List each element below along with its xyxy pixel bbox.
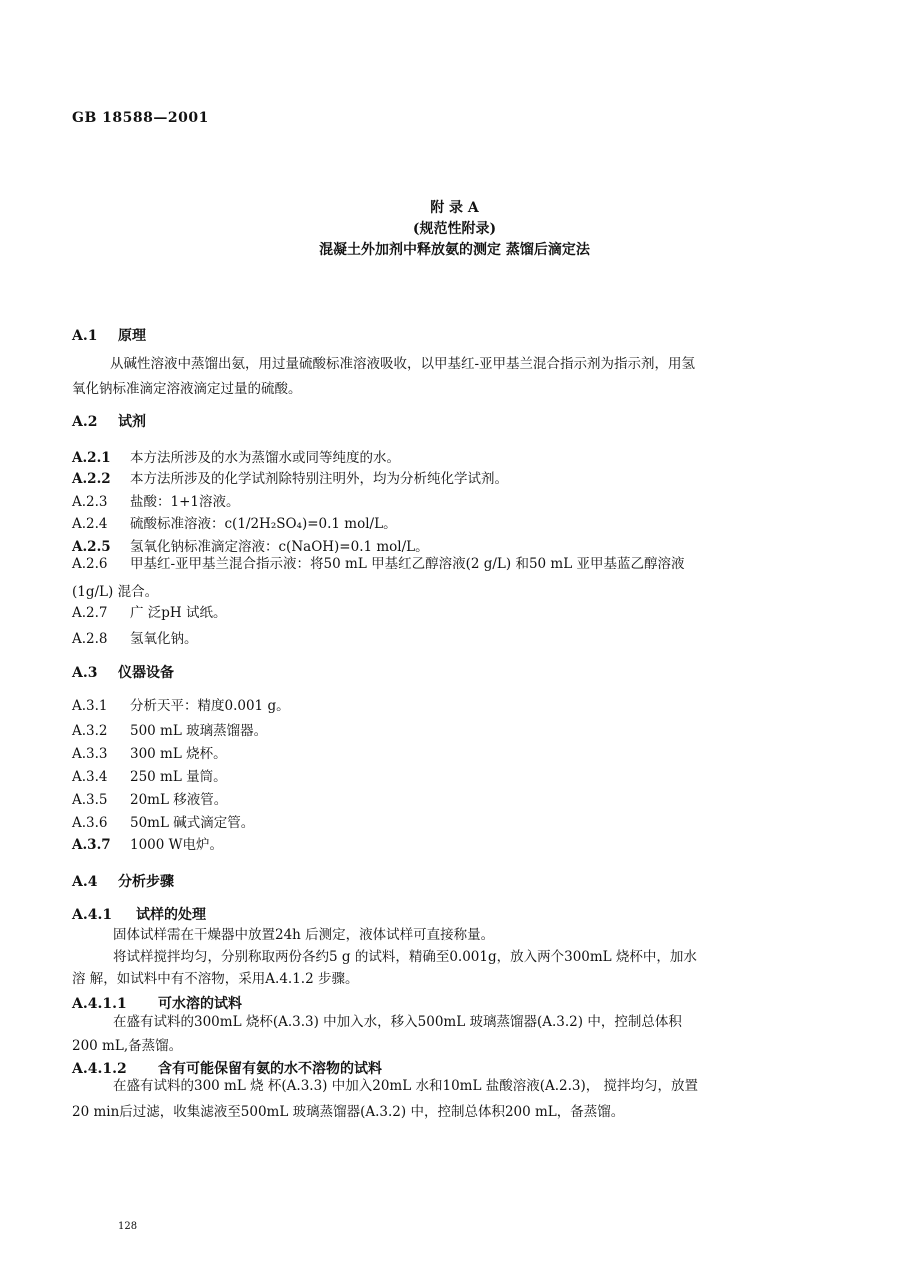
section-a1-para-line: 从碱性溶液中蒸馏出氨，用过量硫酸标准溶液吸收，以甲基红-亚甲基兰混合指示剂为指示剂，用氢	[110, 356, 696, 372]
item-text: 本方法所涉及的化学试剂除特别注明外，均为分析纯化学试剂。	[130, 471, 508, 487]
item-text: 500 mL 玻璃蒸馏器。	[130, 723, 268, 739]
item-number: A.3.3	[72, 746, 108, 762]
section-a3-heading	[72, 662, 174, 682]
section-a4-heading	[72, 871, 174, 891]
list-item	[72, 788, 227, 808]
list-item	[72, 552, 684, 572]
item-number: A.2.2	[72, 471, 111, 487]
appendix-type: (规范性附录)	[412, 221, 497, 237]
item-number: A.2.8	[72, 631, 108, 647]
standard-number: GB 18588—2001	[72, 110, 209, 126]
section-a2-heading	[72, 411, 146, 431]
item-number: A.3.4	[72, 769, 108, 785]
appendix-subject: 混凝土外加剂中释放氨的测定 蒸馏后滴定法	[319, 242, 590, 258]
list-item	[72, 833, 223, 853]
subsection-a411-heading	[72, 993, 242, 1013]
section-a1-para-line: 氧化钠标准滴定溶液滴定过量的硫酸。	[72, 381, 302, 397]
list-item	[72, 694, 290, 714]
subsection-a41-heading	[72, 904, 206, 924]
paragraph-line: 溶 解，如试料中有不溶物，采用A.4.1.2 步骤。	[72, 971, 359, 987]
section-title: 原理	[118, 328, 146, 344]
item-number: A.2.1	[72, 450, 111, 466]
page-number: 128	[118, 1221, 138, 1232]
item-text: 氢氧化钠标准滴定溶液：c(NaOH)=0.1 mol/L。	[130, 539, 429, 555]
item-text: (1g/L) 混合。	[72, 584, 159, 600]
section-title: 试剂	[118, 414, 146, 430]
item-number: A.3.5	[72, 792, 108, 808]
paragraph-line: 固体试样需在干燥器中放置24h 后测定，液体试样可直接称量。	[113, 927, 495, 943]
item-text: 300 mL 烧杯。	[130, 746, 227, 762]
subsection-number: A.4.1	[72, 907, 113, 923]
section-title: 仪器设备	[118, 665, 174, 681]
item-text: 分析天平：精度0.001 g。	[130, 698, 290, 714]
item-text: 20mL 移液管。	[130, 792, 228, 808]
item-number: A.2.4	[72, 516, 108, 532]
list-item	[72, 512, 397, 532]
item-number: A.2.7	[72, 605, 108, 621]
subsection-number: A.4.1.1	[72, 996, 127, 1012]
section-a1-heading	[72, 325, 146, 345]
section-number: A.3	[72, 665, 98, 681]
paragraph-line: 20 min后过滤，收集滤液至500mL 玻璃蒸馏器(A.3.2) 中，控制总体积200 mL，备蒸馏。	[72, 1104, 625, 1120]
list-item	[72, 601, 227, 621]
list-item	[72, 719, 267, 739]
list-item	[72, 467, 508, 487]
paragraph-line: 200 mL,备蒸馏。	[72, 1038, 183, 1054]
item-text: 广 泛pH 试纸。	[130, 605, 227, 621]
list-item	[72, 765, 227, 785]
subsection-number: A.4.1.2	[72, 1061, 127, 1077]
item-text: 氢氧化钠。	[130, 631, 198, 647]
section-number: A.1	[72, 328, 98, 344]
list-item	[72, 742, 227, 762]
list-item	[72, 811, 254, 831]
item-text: 250 mL 量筒。	[130, 769, 227, 785]
paragraph-line: 在盛有试料的300mL 烧杯(A.3.3) 中加入水，移入500mL 玻璃蒸馏器(A.3.2) 中，控制总体积	[113, 1014, 682, 1030]
subsection-title: 可水溶的试料	[158, 996, 242, 1012]
item-text: 硫酸标准溶液：c(1/2H₂SO₄)=0.1 mol/L。	[130, 516, 397, 532]
item-number: A.3.6	[72, 815, 108, 831]
item-number: A.3.2	[72, 723, 108, 739]
section-title: 分析步骤	[118, 874, 174, 890]
paragraph-line: 在盛有试料的300 mL 烧 杯(A.3.3) 中加入20mL 水和10mL 盐酸溶液(A.2.3)， 搅拌均匀，放置	[113, 1078, 699, 1094]
section-number: A.4	[72, 874, 98, 890]
list-item	[72, 446, 400, 466]
item-text: 50mL 碱式滴定管。	[130, 815, 255, 831]
item-number: A.2.6	[72, 556, 108, 572]
section-number: A.2	[72, 414, 98, 430]
list-item-continuation	[72, 580, 158, 600]
item-text: 盐酸：1+1溶液。	[130, 494, 240, 510]
item-text: 1000 W电炉。	[130, 837, 224, 853]
item-number: A.2.3	[72, 494, 108, 510]
paragraph-line: 将试样搅拌均匀，分别称取两份各约5 g 的试料，精确至0.001g，放入两个300mL 烧杯中，加水	[113, 949, 697, 965]
item-text: 甲基红-亚甲基兰混合指示液：将50 mL 甲基红乙醇溶液(2 g/L) 和50 mL 亚甲基蓝乙醇溶液	[130, 556, 685, 572]
subsection-title: 试样的处理	[136, 907, 206, 923]
item-number: A.3.7	[72, 837, 111, 853]
list-item	[72, 490, 240, 510]
item-text: 本方法所涉及的水为蒸馏水或同等纯度的水。	[130, 450, 400, 466]
appendix-title: 附 录 A	[430, 200, 479, 216]
item-number: A.2.5	[72, 539, 111, 555]
list-item	[72, 627, 198, 647]
item-number: A.3.1	[72, 698, 108, 714]
subsection-title: 含有可能保留有氨的水不溶物的试料	[158, 1061, 382, 1077]
